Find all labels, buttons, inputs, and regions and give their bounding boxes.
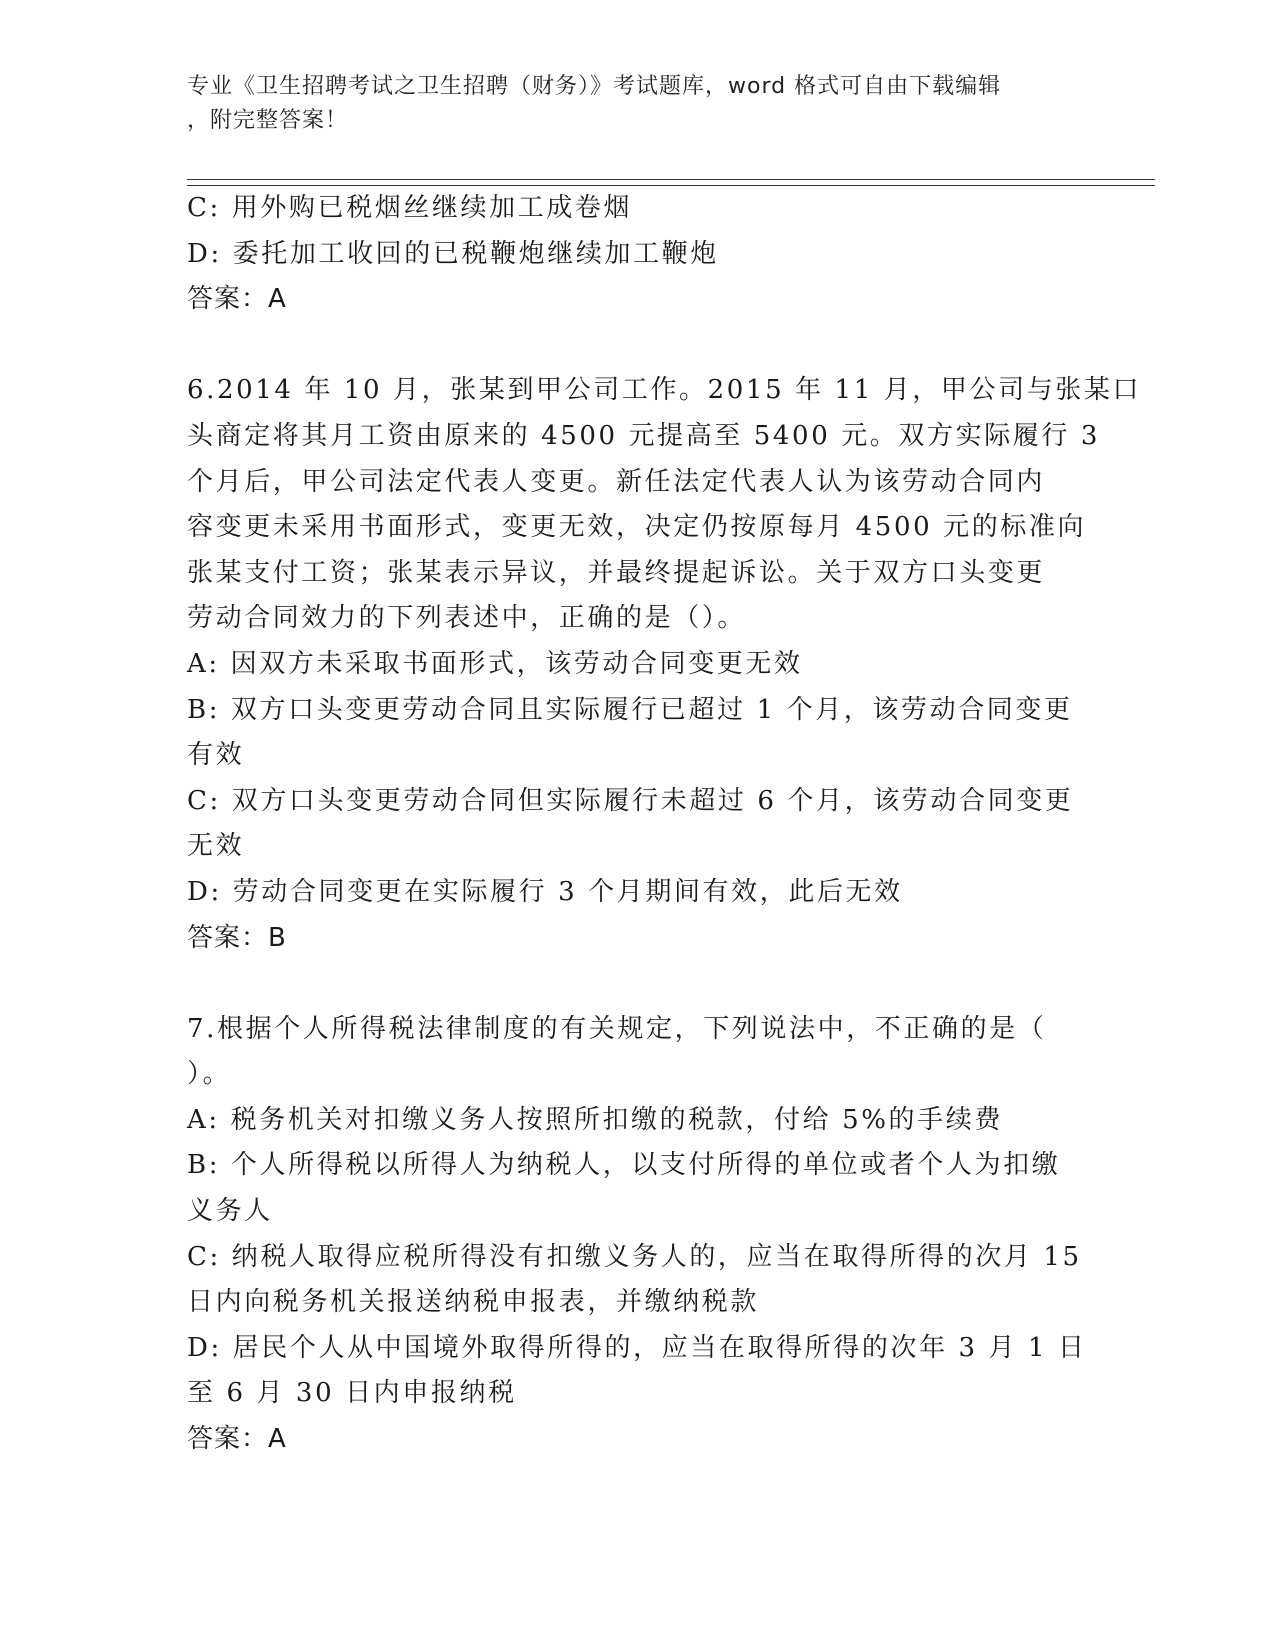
q6-stem-line: 6.2014 年 10 月，张某到甲公司工作。2015 年 11 月，甲公司与张某口 [187, 375, 1142, 406]
q7-stem-line: 7.根据个人所得税法律制度的有关规定，下列说法中，不正确的是（ [187, 1013, 1047, 1044]
q6-option-c-cont: 无效 [187, 831, 245, 862]
q6-option-a: A: 因双方未采取书面形式，该劳动合同变更无效 [187, 648, 803, 679]
q7-option-a: A: 税务机关对扣缴义务人按照所扣缴的税款，付给 5%的手续费 [187, 1104, 1003, 1135]
header-line-1: 专业《卫生招聘考试之卫生招聘（财务）》考试题库，word 格式可自由下载编辑 [187, 74, 1002, 99]
q7-option-d: D: 居民个人从中国境外取得所得的，应当在取得所得的次年 3 月 1 日 [187, 1332, 1087, 1363]
q7-stem-line: ）。 [187, 1059, 232, 1090]
q6-stem-line: 劳动合同效力的下列表述中，正确的是（）。 [187, 603, 747, 634]
q6-option-b: B: 双方口头变更劳动合同且实际履行已超过 1 个月，该劳动合同变更 [187, 694, 1073, 725]
q6-option-b-cont: 有效 [187, 740, 245, 771]
q6-answer: 答案：B [187, 922, 287, 953]
spacer [187, 961, 1087, 1007]
q6-stem-line: 个月后，甲公司法定代表人变更。新任法定代表人认为该劳动合同内 [187, 466, 1046, 497]
q7-option-c-cont: 日内向税务机关报送纳税申报表，并缴纳税款 [187, 1287, 760, 1318]
q5-option-c: C: 用外购已税烟丝继续加工成卷烟 [187, 193, 633, 223]
document-body [187, 186, 1142, 1463]
question-5-continued [187, 186, 1087, 323]
q6-option-c: C: 双方口头变更劳动合同但实际履行未超过 6 个月，该劳动合同变更 [187, 785, 1074, 816]
header-line-2: ，附完整答案！ [187, 108, 349, 133]
q6-option-d: D: 劳动合同变更在实际履行 3 个月期间有效，此后无效 [187, 876, 903, 907]
q7-option-c: C: 纳税人取得应税所得没有扣缴义务人的，应当在取得所得的次月 15 [187, 1241, 1082, 1272]
question-7 [187, 1007, 1087, 1463]
q7-answer: 答案：A [187, 1424, 287, 1455]
spacer [187, 323, 1087, 369]
q7-option-d-cont: 至 6 月 30 日内申报纳税 [187, 1378, 517, 1409]
document-header [187, 70, 1067, 138]
q5-answer: 答案：A [187, 284, 287, 315]
q6-stem-line: 头商定将其月工资由原来的 4500 元提高至 5400 元。双方实际履行 3 [187, 420, 1101, 451]
q7-option-b: B: 个人所得税以所得人为纳税人，以支付所得的单位或者个人为扣缴 [187, 1150, 1061, 1181]
q6-stem-line: 张某支付工资；张某表示异议，并最终提起诉讼。关于双方口头变更 [187, 557, 1046, 588]
header-divider-top [187, 179, 1155, 180]
q6-stem-line: 容变更未采用书面形式，变更无效，决定仍按原每月 4500 元的标准向 [187, 512, 1087, 543]
q7-option-b-cont: 义务人 [187, 1196, 273, 1227]
question-6 [187, 368, 1142, 961]
q5-option-d: D: 委托加工收回的已税鞭炮继续加工鞭炮 [187, 238, 719, 269]
